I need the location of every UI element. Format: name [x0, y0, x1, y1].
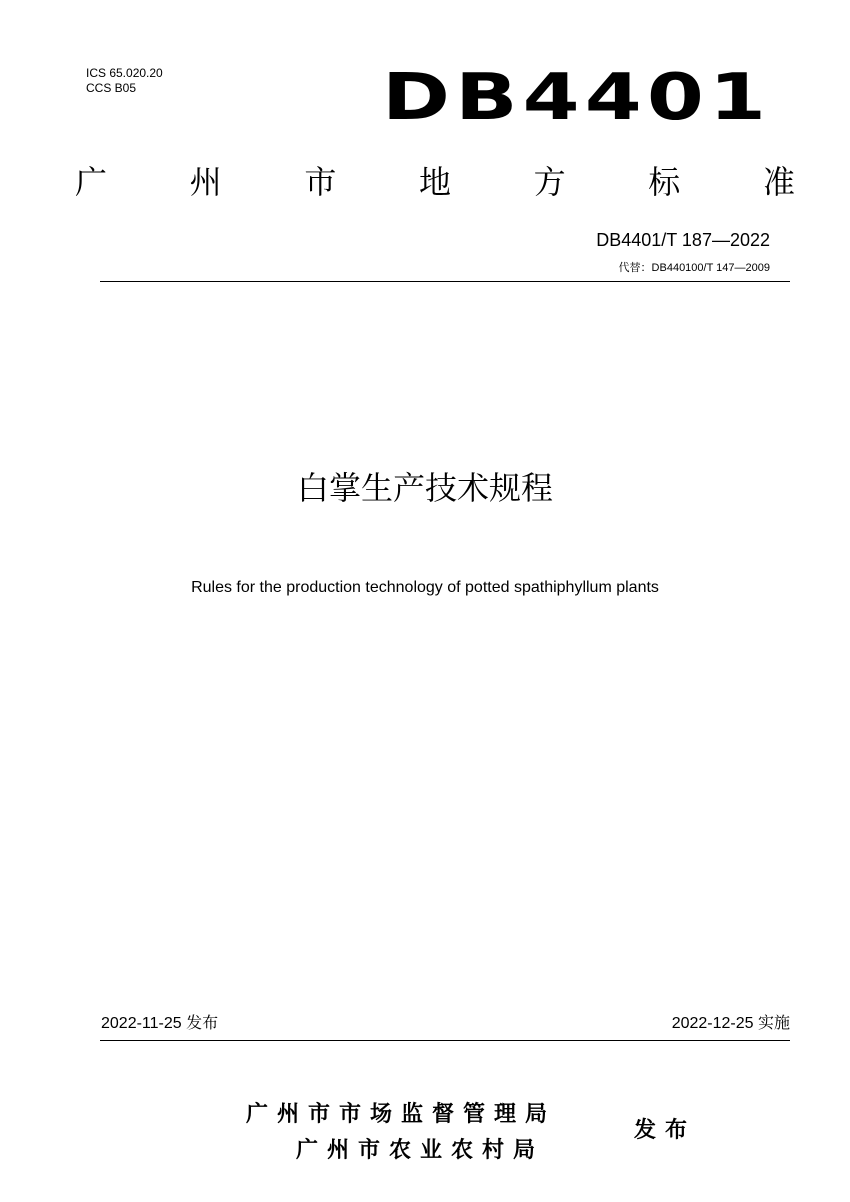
ics-code: ICS 65.020.20 [86, 66, 163, 80]
replaces-standard: 代替：DB440100/T 147—2009 [618, 262, 770, 274]
standard-type-char: 地 [418, 163, 451, 201]
standard-type-char: 市 [304, 163, 337, 201]
standard-type-char: 准 [762, 163, 795, 201]
footer-divider [100, 1040, 790, 1041]
standard-type-char: 标 [648, 163, 681, 201]
standard-logo: DB4401 [382, 61, 772, 135]
standard-number: DB4401/T 187—2022 [596, 230, 770, 250]
publish-date: 2022-11-25 发布 [101, 1015, 219, 1032]
standard-type-heading [75, 160, 795, 204]
document-title-chinese: 白掌生产技术规程 [296, 469, 553, 507]
release-label: 发布 [634, 1118, 697, 1143]
implement-date: 2022-12-25 实施 [671, 1015, 790, 1032]
ccs-code: CCS B05 [86, 81, 137, 95]
standard-type-char: 州 [189, 163, 222, 201]
standard-type-char: 广 [75, 163, 108, 201]
classification-codes [86, 66, 163, 96]
issuer-2: 广州市农业农村局 [296, 1138, 545, 1163]
document-title-english: Rules for the production technology of potted spathiphyllum plants [191, 579, 659, 596]
issuer-1: 广州市市场监督管理局 [246, 1102, 557, 1127]
header-divider [100, 281, 790, 282]
standard-type-char: 方 [533, 163, 566, 201]
